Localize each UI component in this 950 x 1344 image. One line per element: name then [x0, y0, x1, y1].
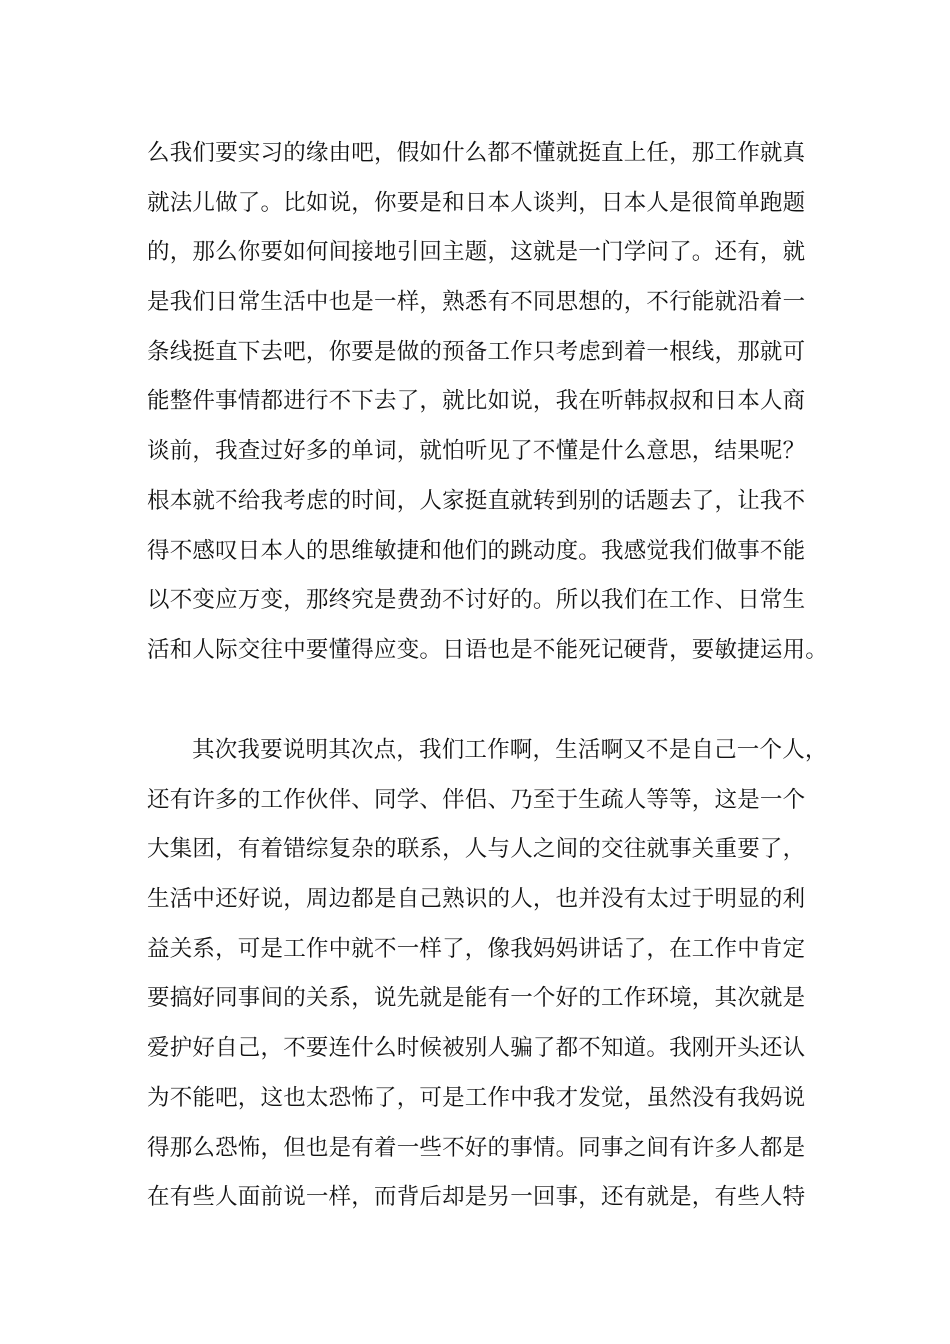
text-line: 得那么恐怖，但也是有着一些不好的事情。同事之间有许多人都是 [147, 1134, 806, 1161]
text-line: 还有许多的工作伙伴、同学、伴侣、乃至于生疏人等等，这是一个 [147, 786, 806, 813]
text-line: 在有些人面前说一样，而背后却是另一回事，还有就是，有些人特 [147, 1184, 806, 1211]
text-line: 能整件事情都进行不下去了，就比如说，我在听韩叔叔和日本人商 [147, 388, 806, 415]
text-line: 以不变应万变，那终究是费劲不讨好的。所以我们在工作、日常生 [147, 587, 806, 614]
text-line: 益关系，可是工作中就不一样了，像我妈妈讲话了，在工作中肯定 [147, 935, 806, 962]
paragraph-1 [147, 129, 827, 676]
text-line: 谈前，我查过好多的单词，就怕听见了不懂是什么意思，结果呢？ [147, 438, 806, 465]
text-line: 得不感叹日本人的思维敏捷和他们的跳动度。我感觉我们做事不能 [147, 537, 806, 564]
text-line: 爱护好自己，不要连什么时候被别人骗了都不知道。我刚开头还认 [147, 1035, 806, 1062]
text-line: 活和人际交往中要懂得应变。日语也是不能死记硬背，要敏捷运用。 [147, 636, 829, 663]
text-line: 根本就不给我考虑的时间，人家挺直就转到别的话题去了，让我不 [147, 487, 806, 514]
text-line: 条线挺直下去吧，你要是做的预备工作只考虑到着一根线，那就可 [147, 338, 806, 365]
paragraph-2 [147, 726, 827, 1223]
text-line-indented: 其次我要说明其次点，我们工作啊，生活啊又不是自己一个人， [192, 737, 828, 763]
text-line: 就法儿做了。比如说，你要是和日本人谈判，日本人是很简单跑题 [147, 189, 806, 216]
text-line: 么我们要实习的缘由吧，假如什么都不懂就挺直上任，那工作就真 [147, 140, 806, 166]
text-line: 的，那么你要如何间接地引回主题，这就是一门学问了。还有，就 [147, 239, 806, 266]
text-line: 为不能吧，这也太恐怖了，可是工作中我才发觉，虽然没有我妈说 [147, 1084, 806, 1111]
text-line: 生活中还好说，周边都是自己熟识的人，也并没有太过于明显的利 [147, 886, 806, 913]
text-line: 大集团，有着错综复杂的联系，人与人之间的交往就事关重要了， [147, 836, 806, 863]
text-line: 是我们日常生活中也是一样，熟悉有不同思想的，不行能就沿着一 [147, 289, 806, 316]
text-line: 要搞好同事间的关系，说先就是能有一个好的工作环境，其次就是 [147, 985, 806, 1012]
